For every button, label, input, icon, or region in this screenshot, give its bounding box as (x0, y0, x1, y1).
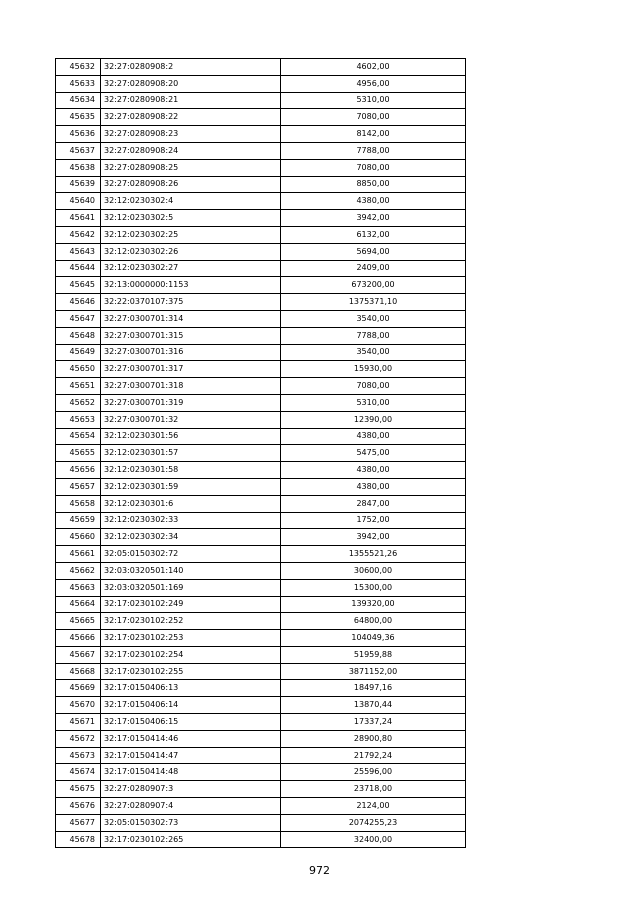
value-cell: 15930,00 (281, 361, 466, 378)
row-number-cell: 45662 (56, 562, 101, 579)
value-cell: 1375371,10 (281, 294, 466, 311)
table-row (56, 596, 466, 613)
value-cell: 51959,88 (281, 646, 466, 663)
value-cell: 15300,00 (281, 579, 466, 596)
row-number-cell: 45632 (56, 59, 101, 76)
cadastral-number-cell: 32:17:0150414:48 (101, 764, 281, 781)
cadastral-number-cell: 32:27:0280908:24 (101, 142, 281, 159)
cadastral-number-cell: 32:17:0230102:254 (101, 646, 281, 663)
cadastral-number-cell: 32:12:0230301:59 (101, 478, 281, 495)
value-cell: 7788,00 (281, 142, 466, 159)
cadastral-number-cell: 32:27:0280908:21 (101, 92, 281, 109)
cadastral-number-cell: 32:17:0230102:249 (101, 596, 281, 613)
value-cell: 2074255,23 (281, 814, 466, 831)
table-row (56, 310, 466, 327)
table-row (56, 260, 466, 277)
table-row (56, 294, 466, 311)
value-cell: 8850,00 (281, 176, 466, 193)
table-row (56, 59, 466, 76)
table-row (56, 462, 466, 479)
value-cell: 13870,44 (281, 697, 466, 714)
cadastral-number-cell: 32:27:0280907:4 (101, 798, 281, 815)
cadastral-number-cell: 32:17:0150406:13 (101, 680, 281, 697)
cadastral-number-cell: 32:12:0230302:26 (101, 243, 281, 260)
row-number-cell: 45671 (56, 714, 101, 731)
table-row (56, 478, 466, 495)
cadastral-number-cell: 32:27:0280907:3 (101, 781, 281, 798)
cadastral-number-cell: 32:17:0230102:255 (101, 663, 281, 680)
table-row (56, 495, 466, 512)
table-row (56, 344, 466, 361)
row-number-cell: 45655 (56, 445, 101, 462)
cadastral-number-cell: 32:03:0320501:169 (101, 579, 281, 596)
table-row (56, 243, 466, 260)
row-number-cell: 45634 (56, 92, 101, 109)
table-row (56, 781, 466, 798)
table-row (56, 747, 466, 764)
row-number-cell: 45669 (56, 680, 101, 697)
value-cell: 4380,00 (281, 478, 466, 495)
value-cell: 4380,00 (281, 462, 466, 479)
value-cell: 7080,00 (281, 378, 466, 395)
cadastral-number-cell: 32:12:0230302:4 (101, 193, 281, 210)
row-number-cell: 45642 (56, 226, 101, 243)
table-row (56, 714, 466, 731)
value-cell: 3871152,00 (281, 663, 466, 680)
row-number-cell: 45648 (56, 327, 101, 344)
cadastral-number-cell: 32:27:0280908:2 (101, 59, 281, 76)
value-cell: 7080,00 (281, 159, 466, 176)
table-row (56, 193, 466, 210)
value-cell: 3942,00 (281, 529, 466, 546)
row-number-cell: 45675 (56, 781, 101, 798)
value-cell: 2847,00 (281, 495, 466, 512)
cadastral-number-cell: 32:12:0230302:25 (101, 226, 281, 243)
value-cell: 64800,00 (281, 613, 466, 630)
row-number-cell: 45636 (56, 126, 101, 143)
cadastral-number-cell: 32:27:0300701:317 (101, 361, 281, 378)
row-number-cell: 45664 (56, 596, 101, 613)
table-row (56, 394, 466, 411)
row-number-cell: 45635 (56, 109, 101, 126)
value-cell: 28900,80 (281, 730, 466, 747)
value-cell: 4956,00 (281, 75, 466, 92)
row-number-cell: 45650 (56, 361, 101, 378)
row-number-cell: 45647 (56, 310, 101, 327)
value-cell: 21792,24 (281, 747, 466, 764)
row-number-cell: 45639 (56, 176, 101, 193)
cadastral-number-cell: 32:27:0300701:318 (101, 378, 281, 395)
row-number-cell: 45653 (56, 411, 101, 428)
value-cell: 1752,00 (281, 512, 466, 529)
row-number-cell: 45674 (56, 764, 101, 781)
value-cell: 7080,00 (281, 109, 466, 126)
cadastral-number-cell: 32:27:0280908:25 (101, 159, 281, 176)
cadastral-number-cell: 32:27:0280908:22 (101, 109, 281, 126)
table-row (56, 327, 466, 344)
cadastral-number-cell: 32:27:0300701:319 (101, 394, 281, 411)
value-cell: 2124,00 (281, 798, 466, 815)
table-row (56, 579, 466, 596)
row-number-cell: 45645 (56, 277, 101, 294)
cadastral-number-cell: 32:03:0320501:140 (101, 562, 281, 579)
value-cell: 18497,16 (281, 680, 466, 697)
table-row (56, 764, 466, 781)
cadastral-number-cell: 32:17:0230102:253 (101, 630, 281, 647)
value-cell: 8142,00 (281, 126, 466, 143)
row-number-cell: 45656 (56, 462, 101, 479)
table-row (56, 411, 466, 428)
value-cell: 30600,00 (281, 562, 466, 579)
row-number-cell: 45646 (56, 294, 101, 311)
table-row (56, 529, 466, 546)
value-cell: 3540,00 (281, 310, 466, 327)
registry-table (55, 58, 466, 848)
row-number-cell: 45637 (56, 142, 101, 159)
value-cell: 2409,00 (281, 260, 466, 277)
row-number-cell: 45644 (56, 260, 101, 277)
cadastral-number-cell: 32:27:0300701:315 (101, 327, 281, 344)
table-row (56, 663, 466, 680)
registry-table-body (56, 59, 466, 848)
row-number-cell: 45667 (56, 646, 101, 663)
cadastral-number-cell: 32:17:0230102:265 (101, 831, 281, 848)
cadastral-number-cell: 32:27:0300701:32 (101, 411, 281, 428)
table-row (56, 831, 466, 848)
value-cell: 4380,00 (281, 428, 466, 445)
table-row (56, 798, 466, 815)
table-row (56, 176, 466, 193)
value-cell: 12390,00 (281, 411, 466, 428)
row-number-cell: 45663 (56, 579, 101, 596)
row-number-cell: 45638 (56, 159, 101, 176)
value-cell: 3942,00 (281, 210, 466, 227)
cadastral-number-cell: 32:17:0150414:46 (101, 730, 281, 747)
row-number-cell: 45668 (56, 663, 101, 680)
table-row (56, 562, 466, 579)
table-row (56, 126, 466, 143)
cadastral-number-cell: 32:13:0000000:1153 (101, 277, 281, 294)
row-number-cell: 45659 (56, 512, 101, 529)
value-cell: 5475,00 (281, 445, 466, 462)
row-number-cell: 45661 (56, 546, 101, 563)
table-row (56, 109, 466, 126)
row-number-cell: 45676 (56, 798, 101, 815)
table-row (56, 226, 466, 243)
cadastral-number-cell: 32:12:0230302:5 (101, 210, 281, 227)
cadastral-number-cell: 32:27:0280908:23 (101, 126, 281, 143)
page-number: 972 (309, 864, 330, 877)
value-cell: 1355521,26 (281, 546, 466, 563)
value-cell: 104049,36 (281, 630, 466, 647)
cadastral-number-cell: 32:05:0150302:73 (101, 814, 281, 831)
table-row (56, 277, 466, 294)
table-row (56, 512, 466, 529)
table-row (56, 697, 466, 714)
row-number-cell: 45673 (56, 747, 101, 764)
value-cell: 17337,24 (281, 714, 466, 731)
cadastral-number-cell: 32:27:0280908:20 (101, 75, 281, 92)
cadastral-number-cell: 32:27:0300701:316 (101, 344, 281, 361)
row-number-cell: 45670 (56, 697, 101, 714)
cadastral-number-cell: 32:05:0150302:72 (101, 546, 281, 563)
row-number-cell: 45651 (56, 378, 101, 395)
value-cell: 32400,00 (281, 831, 466, 848)
cadastral-number-cell: 32:12:0230301:57 (101, 445, 281, 462)
row-number-cell: 45649 (56, 344, 101, 361)
cadastral-number-cell: 32:27:0280908:26 (101, 176, 281, 193)
table-row (56, 613, 466, 630)
row-number-cell: 45641 (56, 210, 101, 227)
cadastral-number-cell: 32:12:0230301:56 (101, 428, 281, 445)
table-row (56, 378, 466, 395)
table-row (56, 75, 466, 92)
value-cell: 5694,00 (281, 243, 466, 260)
table-row (56, 92, 466, 109)
row-number-cell: 45660 (56, 529, 101, 546)
table-row (56, 680, 466, 697)
table-row (56, 646, 466, 663)
value-cell: 5310,00 (281, 92, 466, 109)
row-number-cell: 45678 (56, 831, 101, 848)
row-number-cell: 45654 (56, 428, 101, 445)
value-cell: 3540,00 (281, 344, 466, 361)
table-row (56, 814, 466, 831)
cadastral-number-cell: 32:12:0230301:6 (101, 495, 281, 512)
cadastral-number-cell: 32:12:0230302:27 (101, 260, 281, 277)
value-cell: 673200,00 (281, 277, 466, 294)
value-cell: 5310,00 (281, 394, 466, 411)
value-cell: 25596,00 (281, 764, 466, 781)
table-row (56, 445, 466, 462)
row-number-cell: 45633 (56, 75, 101, 92)
row-number-cell: 45666 (56, 630, 101, 647)
row-number-cell: 45665 (56, 613, 101, 630)
table-row (56, 630, 466, 647)
row-number-cell: 45657 (56, 478, 101, 495)
row-number-cell: 45677 (56, 814, 101, 831)
cadastral-number-cell: 32:12:0230302:33 (101, 512, 281, 529)
table-row (56, 142, 466, 159)
value-cell: 6132,00 (281, 226, 466, 243)
row-number-cell: 45652 (56, 394, 101, 411)
cadastral-number-cell: 32:27:0300701:314 (101, 310, 281, 327)
value-cell: 7788,00 (281, 327, 466, 344)
table-row (56, 546, 466, 563)
table-row (56, 361, 466, 378)
value-cell: 4602,00 (281, 59, 466, 76)
cadastral-number-cell: 32:22:0370107:375 (101, 294, 281, 311)
value-cell: 139320,00 (281, 596, 466, 613)
row-number-cell: 45643 (56, 243, 101, 260)
table-row (56, 210, 466, 227)
table-row (56, 159, 466, 176)
cadastral-number-cell: 32:17:0150414:47 (101, 747, 281, 764)
value-cell: 4380,00 (281, 193, 466, 210)
table-row (56, 730, 466, 747)
row-number-cell: 45658 (56, 495, 101, 512)
table-row (56, 428, 466, 445)
cadastral-number-cell: 32:17:0150406:14 (101, 697, 281, 714)
cadastral-number-cell: 32:12:0230302:34 (101, 529, 281, 546)
row-number-cell: 45672 (56, 730, 101, 747)
row-number-cell: 45640 (56, 193, 101, 210)
cadastral-number-cell: 32:12:0230301:58 (101, 462, 281, 479)
cadastral-number-cell: 32:17:0230102:252 (101, 613, 281, 630)
cadastral-number-cell: 32:17:0150406:15 (101, 714, 281, 731)
value-cell: 23718,00 (281, 781, 466, 798)
